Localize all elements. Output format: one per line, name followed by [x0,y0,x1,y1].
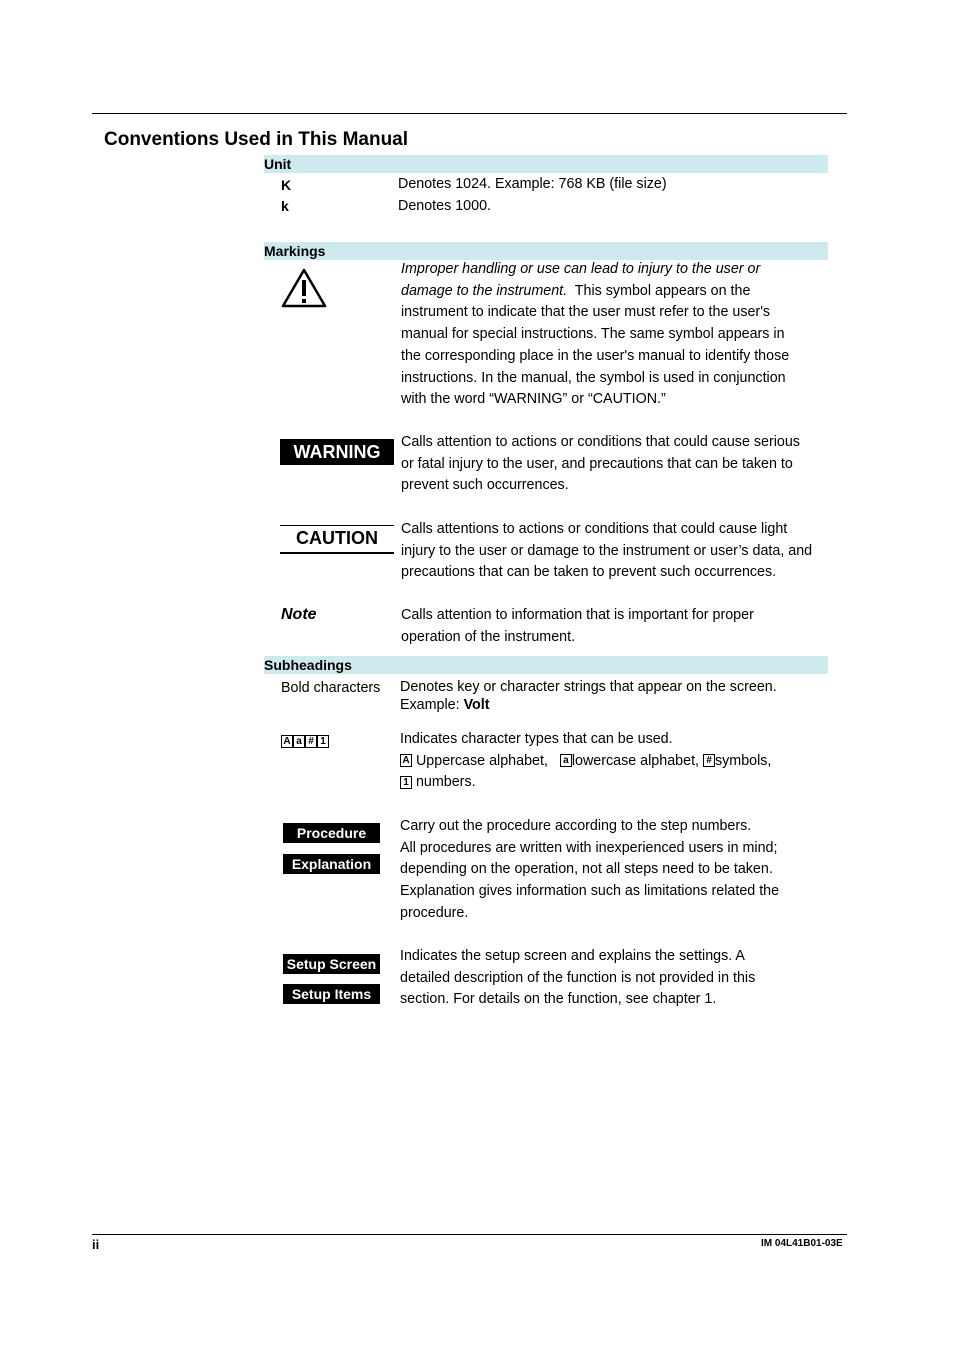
hazard-line: with the word “WARNING” or “CAUTION.” [401,391,666,408]
footer-rule [92,1234,847,1235]
top-rule [92,113,847,114]
note-label: Note [281,606,317,623]
page-number: ii [92,1237,100,1252]
number-type-icon: 1 [317,735,329,748]
setup-line: Indicates the setup screen and explains the settings. A [400,948,745,964]
document-id: IM 04L41B01-03E [761,1238,843,1249]
hazard-italic-line2: damage to the instrument. [401,282,568,299]
warning-line: prevent such occurrences. [401,477,569,494]
procedure-line: Explanation gives information such as limitations related the [400,883,780,900]
explanation-label: Explanation [283,854,380,874]
chartypes-line1: Indicates character types that can be used. [400,731,673,747]
hazard-symbol-description [401,259,821,411]
setup-items-label: Setup Items [283,984,380,1004]
caution-label: CAUTION [280,525,394,554]
hazard-line: manual for special instructions. The same symbol appears in [401,326,785,343]
number-type-icon: 1 [400,776,412,789]
lowercase-type-icon: a [560,754,572,767]
hazard-line: the corresponding place in the user's manual to identify those [401,347,790,364]
lowercase-text: lowercase alphabet, [571,752,700,769]
caution-line: precautions that can be taken to prevent such occurrences. [401,564,777,581]
uppercase-type-icon: A [400,754,412,767]
section-heading-unit: Unit [264,156,292,172]
warning-label: WARNING [280,439,394,465]
setup-line: section. For details on the function, see chapter 1. [400,991,717,1008]
bold-desc-example [400,696,777,714]
warning-triangle-icon [281,268,327,308]
section-band-markings [264,242,828,260]
hazard-line: instructions. In the manual, the symbol is used in conjunction [401,369,786,386]
symbol-type-icon: # [305,735,317,748]
numbers-text: numbers. [412,774,476,791]
hazard-line: instrument to indicate that the user must refer to the user's [401,304,771,321]
hazard-italic-line1: Improper handling or use can lead to injury to the user or [401,261,761,277]
uppercase-type-icon: A [281,735,293,748]
warning-line: or fatal injury to the user, and precautions that can be taken to [401,455,793,472]
caution-line: injury to the user or damage to the instrument or user’s data, and [401,542,813,559]
setup-description [400,946,820,1011]
note-line: operation of the instrument. [401,628,576,645]
lowercase-type-icon: a [293,735,305,748]
setup-line: detailed description of the function is not provided in this [400,969,756,986]
bold-desc-line1: Denotes key or character strings that appear on the screen. [400,679,777,695]
procedure-line: procedure. [400,904,469,921]
unit-desc-K: Denotes 1024. Example: 768 KB (file size) [398,176,667,192]
warning-description [401,432,821,497]
uppercase-text: Uppercase alphabet, [412,752,548,769]
bold-characters-key: Bold characters [281,680,381,696]
caution-description [401,519,826,584]
section-heading-subheadings: Subheadings [264,657,352,673]
symbols-text: symbols, [715,752,772,769]
unit-desc-k: Denotes 1000. [398,198,491,214]
character-types-description [400,729,820,794]
section-heading-markings: Markings [264,243,326,259]
hazard-line2-rest: This symbol appears on the [567,282,751,299]
chartypes-line3 [400,772,820,794]
caution-line: Calls attentions to actions or conditions that could cause light [401,521,788,537]
character-type-icons [281,733,329,751]
procedure-line: All procedures are written with inexperienced users in mind; [400,839,778,856]
unit-key-k: k [281,198,289,214]
chartypes-line2 [400,751,820,773]
section-band-unit [264,155,828,173]
note-line: Calls attention to information that is important for proper [401,607,754,623]
symbol-type-icon: # [703,754,715,767]
warning-line: Calls attention to actions or conditions that could cause serious [401,434,800,450]
setup-screen-label: Setup Screen [283,954,380,974]
bold-example-value: Volt [463,697,490,713]
note-description [401,605,821,648]
procedure-label: Procedure [283,823,380,843]
section-band-subheadings [264,656,828,674]
procedure-line: Carry out the procedure according to the step numbers. [400,818,752,834]
unit-key-K: K [281,177,292,193]
procedure-line: depending on the operation, not all steps need to be taken. [400,861,773,878]
hazard-line2 [401,281,821,303]
bold-characters-description [400,678,777,714]
bold-example-prefix: Example: [400,697,464,713]
page-title: Conventions Used in This Manual [104,129,409,150]
procedure-description [400,816,820,925]
